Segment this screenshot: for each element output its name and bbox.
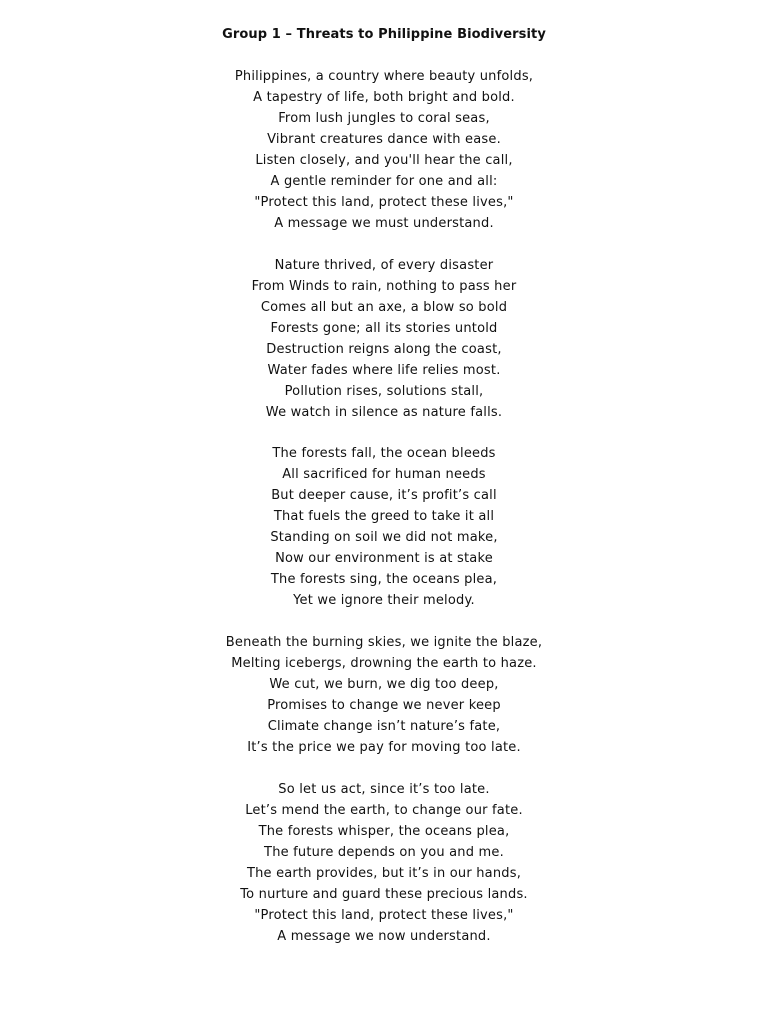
poem-line: Pollution rises, solutions stall,	[284, 384, 484, 399]
poem-line: The earth provides, but it’s in our hands,	[246, 866, 522, 881]
poem-line: "Protect this land, protect these lives,"	[254, 908, 514, 923]
poem-line: Standing on soil we did not make,	[270, 530, 498, 545]
poem-line: Let’s mend the earth, to change our fate.	[245, 803, 523, 818]
stanza-3	[0, 443, 768, 611]
poem-line: A gentle reminder for one and all:	[270, 174, 498, 189]
poem-line: We watch in silence as nature falls.	[265, 405, 503, 420]
poem-line: Water fades where life relies most.	[267, 363, 501, 378]
poem-line: Listen closely, and you'll hear the call,	[255, 153, 513, 168]
poem-line: Beneath the burning skies, we ignite the blaze,	[225, 635, 543, 650]
poem-line: Forests gone; all its stories untold	[270, 321, 498, 336]
poem-line: All sacrificed for human needs	[282, 467, 486, 482]
poem-line: Vibrant creatures dance with ease.	[267, 132, 501, 147]
stanza-5	[0, 779, 768, 947]
stanza-2	[0, 255, 768, 423]
poem-line: A message we now understand.	[277, 929, 491, 944]
poem-line: But deeper cause, it’s profit’s call	[271, 488, 497, 503]
poem-line: Nature thrived, of every disaster	[274, 258, 494, 273]
poem-line: A message we must understand.	[274, 216, 494, 231]
poem-line: From Winds to rain, nothing to pass her	[251, 279, 517, 294]
poem-line: Philippines, a country where beauty unfolds,	[234, 69, 534, 84]
poem-line: From lush jungles to coral seas,	[278, 111, 490, 126]
poem-line: We cut, we burn, we dig too deep,	[269, 677, 499, 692]
poem-line: So let us act, since it’s too late.	[278, 782, 490, 797]
stanza-4	[0, 632, 768, 758]
poem-line: Comes all but an axe, a blow so bold	[260, 300, 508, 315]
poem-line: The future depends on you and me.	[264, 845, 504, 860]
poem-line: "Protect this land, protect these lives,"	[254, 195, 514, 210]
poem-line: Climate change isn’t nature’s fate,	[267, 719, 501, 734]
poem-line: A tapestry of life, both bright and bold.	[253, 90, 515, 105]
poem-line: To nurture and guard these precious lands.	[240, 887, 528, 902]
poem-line: It’s the price we pay for moving too late.	[247, 740, 521, 755]
poem-line: The forests fall, the ocean bleeds	[272, 446, 496, 461]
poem-line: Yet we ignore their melody.	[293, 593, 475, 608]
poem-line: The forests whisper, the oceans plea,	[258, 824, 510, 839]
poem-line: Promises to change we never keep	[267, 698, 501, 713]
poem-line: Now our environment is at stake	[275, 551, 493, 566]
poem-line: That fuels the greed to take it all	[273, 509, 495, 524]
stanza-1	[0, 66, 768, 234]
poem-line: The forests sing, the oceans plea,	[270, 572, 498, 587]
poem-line: Destruction reigns along the coast,	[266, 342, 502, 357]
document-title: Group 1 – Threats to Philippine Biodiversity	[222, 27, 546, 42]
poem-line: Melting icebergs, drowning the earth to haze.	[231, 656, 537, 671]
